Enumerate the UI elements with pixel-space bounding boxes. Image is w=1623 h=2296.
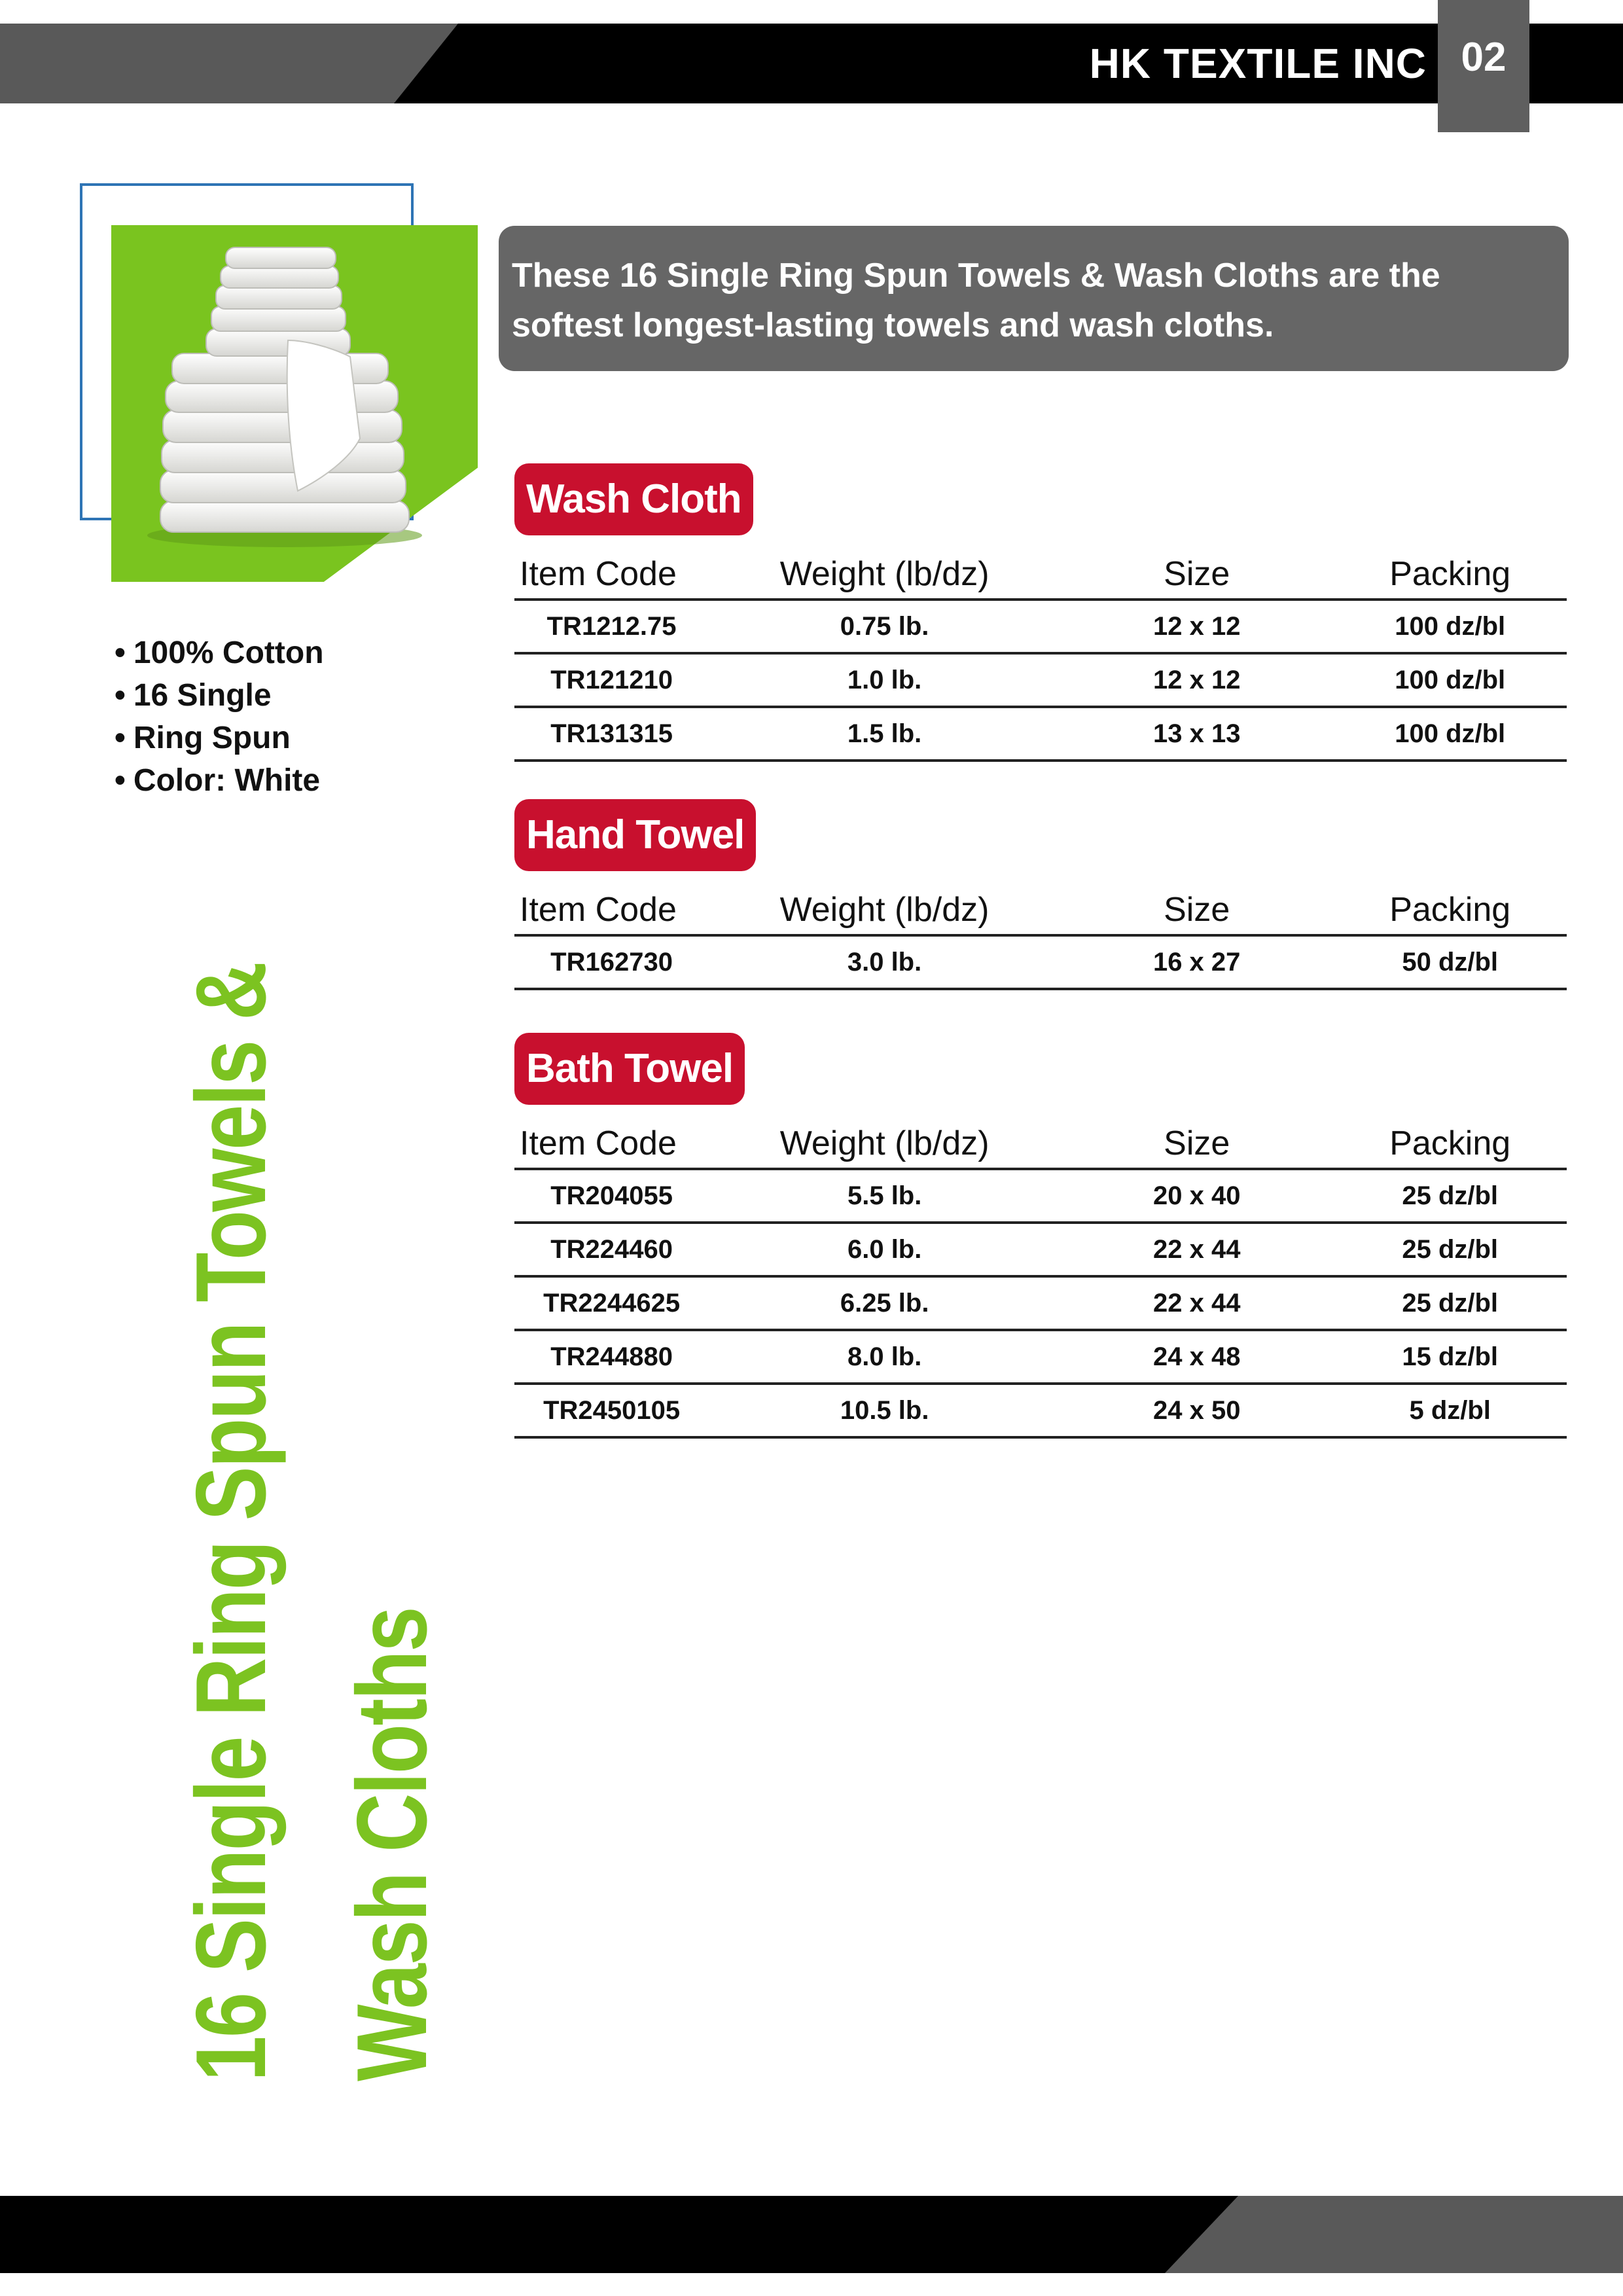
table-row (514, 935, 1567, 989)
item-code: TR162730 (514, 935, 709, 989)
weight: 1.5 lb. (709, 707, 1060, 761)
weight: 1.0 lb. (709, 653, 1060, 707)
feature-item: • 16 Single (115, 674, 324, 717)
item-code: TR224460 (514, 1223, 709, 1276)
col-item-code: Item Code (514, 550, 709, 600)
item-code: TR204055 (514, 1169, 709, 1223)
feature-list (115, 632, 324, 802)
table-row (514, 1169, 1567, 1223)
size: 22 x 44 (1060, 1276, 1333, 1330)
size: 24 x 50 (1060, 1384, 1333, 1437)
hand-towel-section (514, 799, 1567, 990)
col-weight: Weight (lb/dz) (709, 886, 1060, 935)
side-title (151, 963, 473, 2081)
table-row (514, 1330, 1567, 1384)
size: 13 x 13 (1060, 707, 1333, 761)
wash-cloth-table (514, 550, 1567, 762)
towel-stack-image (134, 242, 429, 550)
size: 22 x 44 (1060, 1223, 1333, 1276)
item-code: TR1212.75 (514, 600, 709, 653)
intro-banner: These 16 Single Ring Spun Towels & Wash Cloths are the softest longest-lasting towels and wash cloths. (499, 226, 1569, 371)
side-title-line-2: Wash Cloths (336, 1607, 448, 2081)
packing: 100 dz/bl (1333, 600, 1567, 653)
table-row (514, 1276, 1567, 1330)
table-header (514, 886, 1567, 935)
col-packing: Packing (1333, 550, 1567, 600)
section-label: Hand Towel (514, 799, 756, 871)
page-number: 02 (1461, 35, 1507, 80)
packing: 25 dz/bl (1333, 1223, 1567, 1276)
col-size: Size (1060, 1119, 1333, 1169)
packing: 100 dz/bl (1333, 653, 1567, 707)
bath-towel-section (514, 1033, 1567, 1439)
table-row (514, 707, 1567, 761)
size: 16 x 27 (1060, 935, 1333, 989)
weight: 0.75 lb. (709, 600, 1060, 653)
col-item-code: Item Code (514, 1119, 709, 1169)
col-size: Size (1060, 550, 1333, 600)
packing: 5 dz/bl (1333, 1384, 1567, 1437)
feature-item: • Color: White (115, 759, 324, 802)
table-header (514, 550, 1567, 600)
company-name: HK TEXTILE INC (1089, 40, 1427, 87)
packing: 15 dz/bl (1333, 1330, 1567, 1384)
item-code: TR121210 (514, 653, 709, 707)
feature-item: • 100% Cotton (115, 632, 324, 674)
col-weight: Weight (lb/dz) (709, 1119, 1060, 1169)
size: 12 x 12 (1060, 653, 1333, 707)
col-item-code: Item Code (514, 886, 709, 935)
packing: 25 dz/bl (1333, 1276, 1567, 1330)
page-number-tab (1438, 0, 1529, 132)
wash-cloth-section (514, 463, 1567, 762)
feature-item: • Ring Spun (115, 717, 324, 759)
item-code: TR2244625 (514, 1276, 709, 1330)
bath-towel-table (514, 1119, 1567, 1439)
section-label: Bath Towel (514, 1033, 745, 1105)
side-title-line-1: 16 Single Ring Spun Towels & (175, 963, 287, 2081)
footer-accent-stripe (1165, 2196, 1623, 2273)
size: 24 x 48 (1060, 1330, 1333, 1384)
section-label: Wash Cloth (514, 463, 753, 535)
item-code: TR2450105 (514, 1384, 709, 1437)
packing: 100 dz/bl (1333, 707, 1567, 761)
weight: 3.0 lb. (709, 935, 1060, 989)
packing: 25 dz/bl (1333, 1169, 1567, 1223)
weight: 5.5 lb. (709, 1169, 1060, 1223)
weight: 6.0 lb. (709, 1223, 1060, 1276)
col-weight: Weight (lb/dz) (709, 550, 1060, 600)
col-size: Size (1060, 886, 1333, 935)
item-code: TR244880 (514, 1330, 709, 1384)
weight: 6.25 lb. (709, 1276, 1060, 1330)
col-packing: Packing (1333, 1119, 1567, 1169)
header-accent-stripe (0, 24, 458, 103)
weight: 8.0 lb. (709, 1330, 1060, 1384)
weight: 10.5 lb. (709, 1384, 1060, 1437)
table-row (514, 1223, 1567, 1276)
table-row (514, 1384, 1567, 1437)
size: 12 x 12 (1060, 600, 1333, 653)
size: 20 x 40 (1060, 1169, 1333, 1223)
table-header (514, 1119, 1567, 1169)
item-code: TR131315 (514, 707, 709, 761)
table-row (514, 653, 1567, 707)
col-packing: Packing (1333, 886, 1567, 935)
packing: 50 dz/bl (1333, 935, 1567, 989)
table-row (514, 600, 1567, 653)
hand-towel-table (514, 886, 1567, 990)
